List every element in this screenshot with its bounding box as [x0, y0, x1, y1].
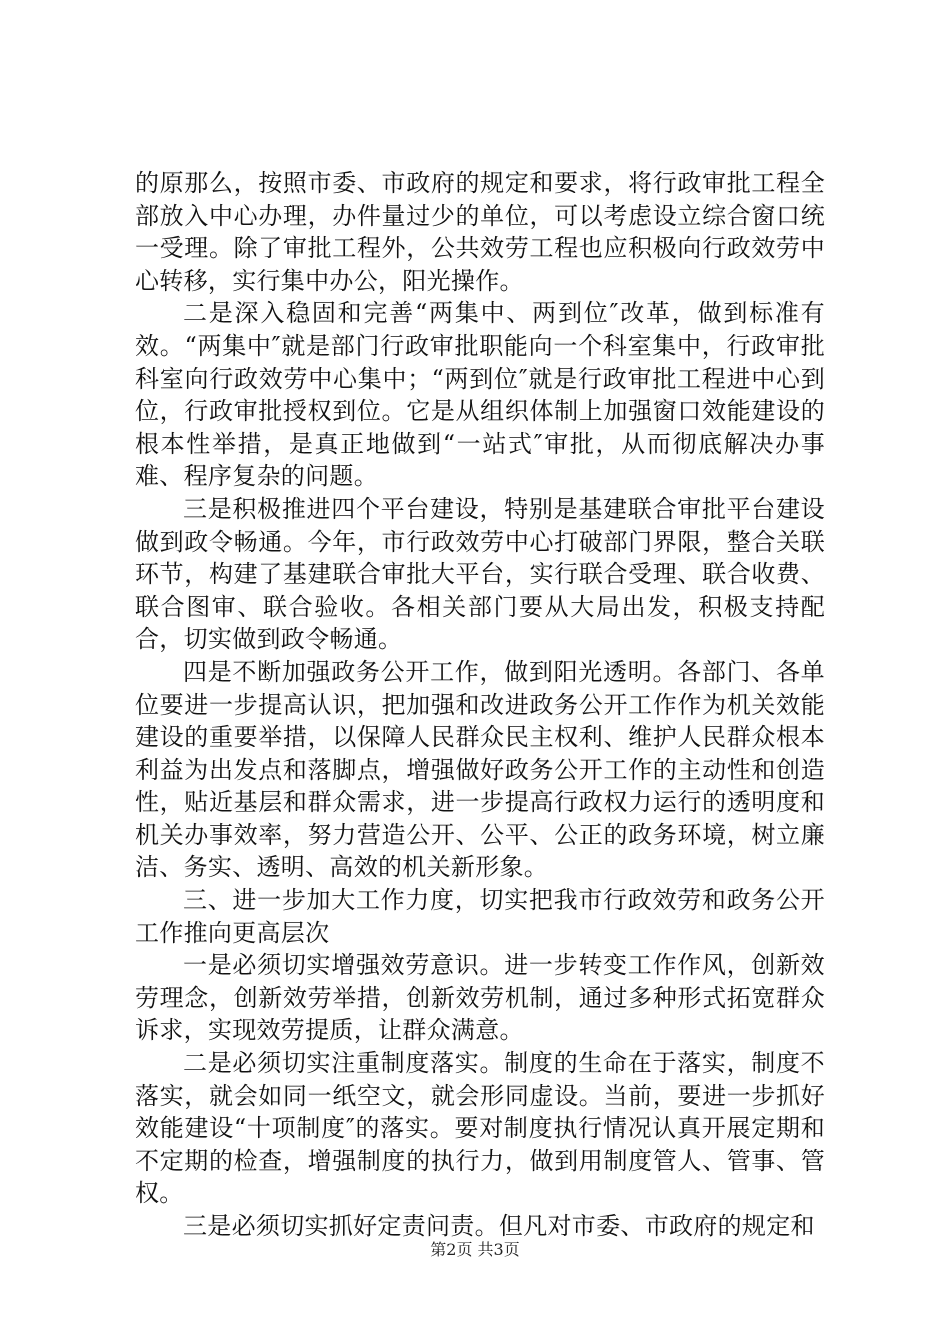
paragraph: 一是必须切实增强效劳意识。进一步转变工作作风，创新效劳理念，创新效劳举措，创新效劳机制，通过多种形式拓宽群众诉求，实现效劳提质，让群众满意。 [135, 951, 825, 1045]
document-body [135, 167, 825, 1243]
paragraph: 三是积极推进四个平台建设，特别是基建联合审批平台建设做到政令畅通。今年，市行政效劳中心打破部门界限，整合关联环节，构建了基建联合审批大平台，实行联合受理、联合收费、联合图审、联合验收。各相关部门要从大局出发，积极支持配合，切实做到政令畅通。 [135, 494, 825, 654]
page-footer [0, 1237, 950, 1260]
page-number-label: 第2页 共3页 [430, 1240, 520, 1259]
paragraph-continued: 的原那么，按照市委、市政府的规定和要求，将行政审批工程全部放入中心办理，办件量过少的单位，可以考虑设立综合窗口统一受理。除了审批工程外，公共效劳工程也应积极向行政效劳中心转移，实行集中办公，阳光操作。 [135, 169, 825, 295]
paragraph: 三是必须切实抓好定责问责。但凡对市委、市政府的规定和 [183, 1212, 815, 1240]
section-heading: 三、进一步加大工作力度，切实把我市行政效劳和政务公开工作推向更高层次 [135, 886, 825, 947]
paragraph: 二是必须切实注重制度落实。制度的生命在于落实，制度不落实，就会如同一纸空文，就会形同虚设。当前，要进一步抓好效能建设“十项制度″的落实。要对制度执行情况认真开展定期和不定期的检查，增强制度的执行力，做到用制度管人、管事、管权。 [135, 1049, 825, 1208]
paragraph: 四是不断加强政务公开工作，做到阳光透明。各部门、各单位要进一步提高认识，把加强和改进政务公开工作作为机关效能建设的重要举措，以保障人民群众民主权利、维护人民群众根本利益为出发点和落脚点，增强做好政务公开工作的主动性和创造性，贴近基层和群众需求，进一步提高行政权力运行的透明度和机关办事效率，努力营造公开、公平、公正的政务环境，树立廉洁、务实、透明、高效的机关新形象。 [135, 657, 825, 882]
paragraph: 二是深入稳固和完善“两集中、两到位″改革，做到标准有效。“两集中″就是部门行政审批职能向一个科室集中，行政审批科室向行政效劳中心集中；“两到位″就是行政审批工程进中心到位，行政审批授权到位。它是从组织体制上加强窗口效能建设的根本性举措，是真正地做到“一站式″审批，从而彻底解决办事难、程序复杂的问题。 [135, 299, 825, 491]
